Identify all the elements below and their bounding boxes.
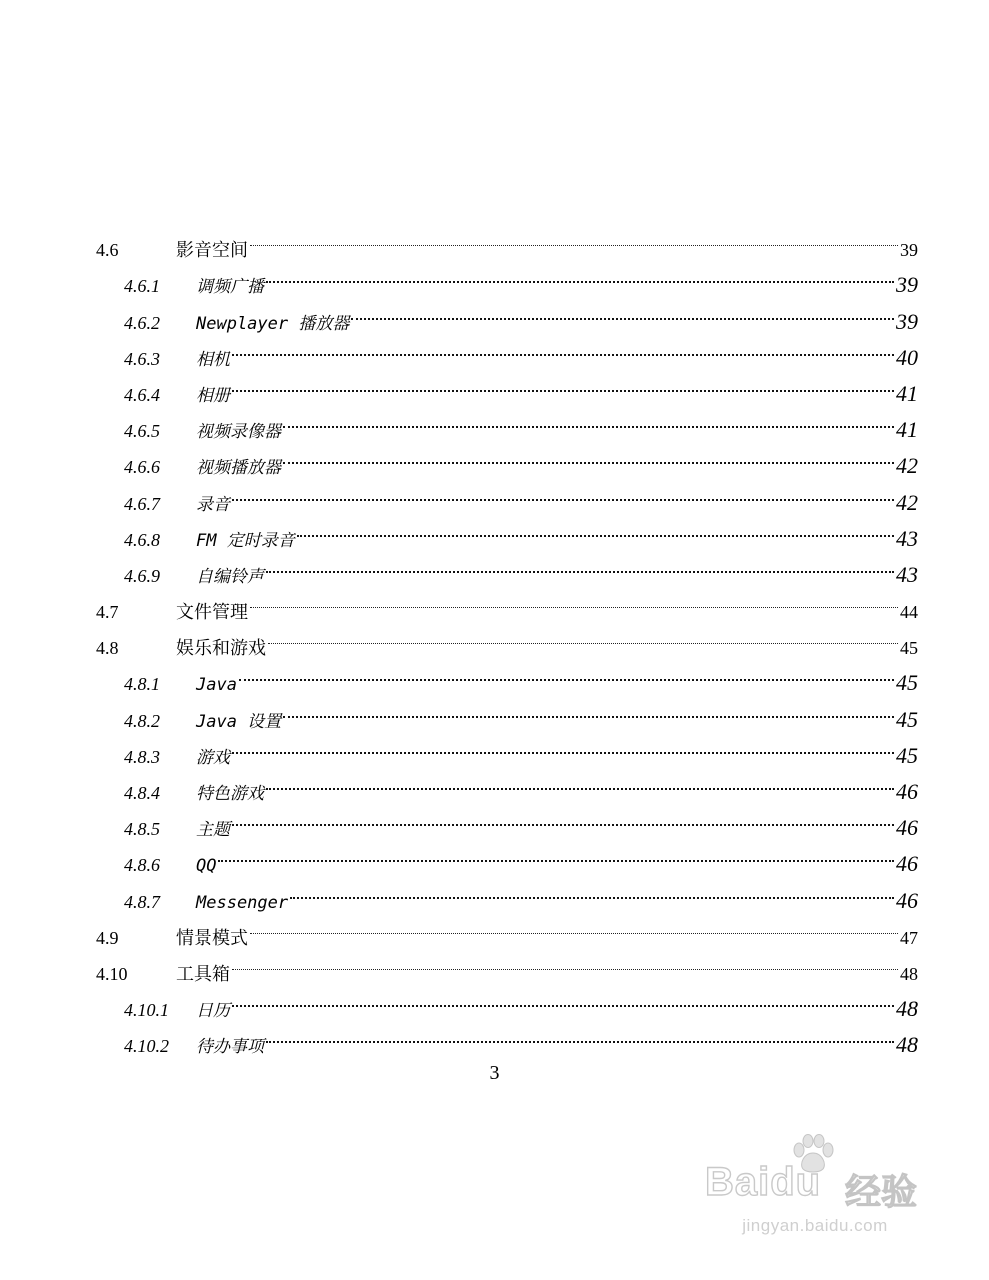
toc-dot-leader — [250, 220, 898, 256]
toc-entry-number: 4.8.7 — [124, 891, 160, 912]
toc-entry-page: 45 — [896, 742, 918, 768]
toc-entry-page: 47 — [900, 927, 918, 948]
toc-entry-page: 40 — [896, 344, 918, 370]
toc-entry-page: 46 — [896, 851, 918, 877]
toc-entry-page: 48 — [896, 996, 918, 1022]
toc-entry-title: 自编铃声 — [196, 566, 264, 587]
toc-entry-number: 4.6.5 — [124, 421, 160, 442]
toc-entry-number: 4.9 — [96, 927, 119, 948]
watermark-logo-text: Baidu — [705, 1160, 822, 1204]
toc-entry-number: 4.10 — [96, 963, 128, 984]
toc-dot-leader — [290, 871, 894, 907]
watermark-cn-text: 经验 — [845, 1172, 918, 1213]
toc-dot-leader — [232, 727, 894, 763]
toc-entry-number: 4.6.1 — [124, 276, 160, 297]
toc-dot-leader — [232, 980, 894, 1016]
toc-entry-title: 影音空间 — [176, 240, 248, 262]
toc-entry-number: 4.10.1 — [124, 1000, 169, 1021]
toc-entry-title: 娱乐和游戏 — [176, 638, 266, 660]
toc-dot-leader — [250, 582, 898, 618]
toc-dot-leader — [266, 256, 894, 292]
toc-entry-title: 日历 — [196, 1001, 230, 1022]
toc-entry-title: QQ — [196, 856, 217, 877]
toc-entry-title: 待办事项 — [196, 1037, 264, 1058]
toc-entry-title: Java — [196, 675, 237, 696]
toc-entry-page: 48 — [896, 1032, 918, 1058]
toc-entry-title: 情景模式 — [176, 927, 248, 949]
toc-dot-leader — [232, 944, 898, 980]
toc-entry-title: 调频广播 — [196, 277, 264, 298]
toc-entry-number: 4.8.4 — [124, 783, 160, 803]
toc-entry[interactable] — [96, 835, 918, 877]
toc-dot-leader — [297, 510, 894, 546]
toc-entry[interactable] — [96, 220, 918, 262]
toc-entry-title: Newplayer 播放器 — [196, 313, 350, 334]
toc-entry-number: 4.6 — [96, 240, 119, 261]
toc-dot-leader — [266, 1016, 894, 1052]
toc-entry-title: 游戏 — [196, 747, 230, 768]
toc-entry-page: 39 — [900, 240, 918, 261]
toc-dot-leader — [283, 437, 894, 473]
toc-entry-page: 46 — [896, 887, 918, 913]
toc-entry-number: 4.6.3 — [124, 348, 160, 369]
toc-entry-page: 46 — [896, 779, 918, 804]
toc-entry-number: 4.8.2 — [124, 710, 160, 731]
toc-entry-number: 4.8.3 — [124, 746, 160, 767]
toc-entry-title: Java 设置 — [196, 711, 282, 732]
toc-entry-number: 4.8.1 — [124, 674, 160, 695]
toc-entry-title: 相机 — [196, 349, 230, 370]
toc-dot-leader — [232, 473, 894, 509]
toc-dot-leader — [266, 546, 894, 582]
toc-dot-leader — [351, 292, 894, 328]
toc-entry-page: 45 — [896, 670, 918, 696]
toc-entry-title: 视频播放器 — [196, 458, 281, 479]
toc-entry-title: 文件管理 — [176, 602, 248, 624]
toc-entry-page: 42 — [896, 489, 918, 515]
toc-dot-leader — [232, 329, 894, 365]
toc-dot-leader — [250, 908, 898, 944]
toc-entry-title: 工具箱 — [176, 963, 230, 985]
toc-entry-title: FM 定时录音 — [196, 530, 295, 551]
toc-entry-page: 44 — [900, 602, 918, 623]
toc-entry-page: 39 — [896, 272, 918, 298]
toc-entry-number: 4.6.9 — [124, 565, 160, 586]
toc-entry-page: 41 — [896, 380, 918, 406]
toc-entry-number: 4.6.7 — [124, 493, 160, 514]
toc-entry-page: 46 — [896, 815, 918, 841]
toc-entry-number: 4.7 — [96, 602, 119, 623]
toc-entry-title: 相册 — [196, 385, 230, 406]
toc-entry-number: 4.6.2 — [124, 312, 160, 333]
toc-entry-number: 4.6.4 — [124, 384, 160, 405]
toc-entry-page: 45 — [900, 638, 918, 659]
toc-entry-number: 4.8.5 — [124, 819, 160, 840]
toc-dot-leader — [232, 799, 894, 835]
toc-entry-title: 特色游戏 — [196, 784, 264, 804]
baidu-jingyan-watermark — [695, 1130, 945, 1240]
toc-entry-number: 4.6.8 — [124, 529, 160, 550]
toc-entry-page: 43 — [896, 525, 918, 551]
page-number: 3 — [489, 1062, 500, 1084]
toc-entry-title: Messenger — [196, 892, 289, 913]
toc-entry-number: 4.8 — [96, 638, 119, 659]
toc-entry-title: 主题 — [196, 820, 230, 841]
toc-entry-page: 41 — [896, 417, 918, 443]
toc-entry-page: 45 — [896, 706, 918, 732]
toc-dot-leader — [268, 618, 898, 654]
table-of-contents — [96, 220, 918, 1058]
toc-dot-leader — [283, 401, 894, 437]
toc-dot-leader — [239, 654, 894, 690]
toc-entry-title: 视频录像器 — [196, 422, 281, 443]
toc-entry-page: 48 — [900, 963, 918, 984]
toc-entry-page: 42 — [896, 453, 918, 479]
toc-entry-number: 4.10.2 — [124, 1036, 169, 1057]
toc-entry-number: 4.6.6 — [124, 457, 160, 478]
toc-entry[interactable] — [96, 871, 918, 913]
toc-dot-leader — [218, 835, 894, 871]
toc-dot-leader — [283, 690, 894, 726]
toc-dot-leader — [266, 763, 894, 799]
watermark-url: jingyan.baidu.com — [742, 1216, 888, 1235]
toc-entry-page: 43 — [896, 561, 918, 587]
toc-entry-title: 录音 — [196, 494, 230, 515]
toc-entry-number: 4.8.6 — [124, 855, 160, 876]
toc-entry-page: 39 — [896, 308, 918, 334]
toc-dot-leader — [232, 365, 894, 401]
